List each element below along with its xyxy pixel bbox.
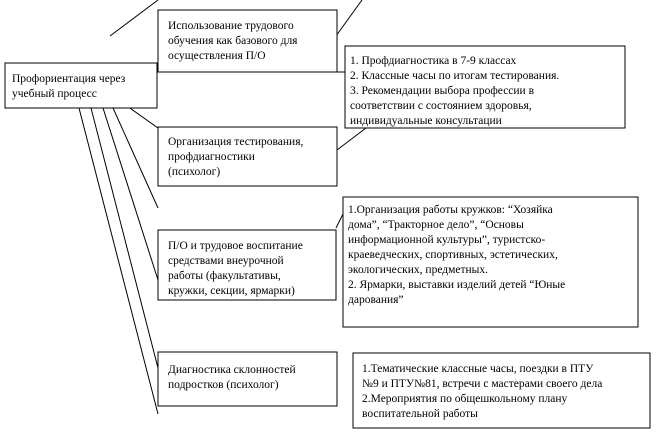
block-text-line: П/О и трудовое воспитание (168, 240, 303, 252)
block-text-line: информационной культуры”, туристско- (348, 234, 546, 246)
connector-top-left-diagonal (110, 0, 158, 36)
block-text-line: подростков (психолог) (168, 379, 279, 391)
block-text-line: 2. Классные часы по итогам тестирования. (350, 70, 560, 82)
block-extracurricular (158, 230, 336, 300)
block-text-line: профдиагностики (168, 151, 255, 163)
block-text-line: 1. Профдиагностика в 7-9 классах (350, 55, 517, 67)
block-text-line: экологических, предметных. (348, 264, 489, 276)
block-text-line: 1.Тематические классные часы, поездки в ПТУ (362, 363, 594, 375)
block-text-line: соответствии с состоянием здоровья, (350, 100, 532, 112)
block-text-line: средствами внеурочной (168, 255, 284, 267)
block-text-line: краеведческих, спортивных, эстетических, (348, 249, 558, 261)
block-text-line: Организация тестирования, (168, 136, 304, 148)
block-diagnostics (158, 352, 337, 406)
block-text-line: обучения как базового для (168, 35, 298, 47)
block-text-line: дома”, “Тракторное дело”, “Основы (348, 219, 524, 231)
connector-testing-to-details (337, 128, 366, 150)
block-text-line: 3. Рекомендации выбора профессии в (350, 85, 535, 97)
block-text-line: Профориентация через (12, 73, 126, 85)
connector-extracurricular-to-details (336, 214, 343, 228)
block-text-line: учебный процесс (12, 88, 97, 100)
block-text-line: кружки, секции, ярмарки) (168, 285, 295, 297)
block-diagnostics-details (353, 353, 650, 428)
block-labor-training (158, 10, 337, 72)
block-text-line: осуществления П/О (168, 50, 266, 62)
block-text-line: 2. Ярмарки, выставки изделий детей “Юные (348, 279, 566, 291)
block-text-line: индивидуальные консультации (350, 115, 502, 127)
block-text-line: (психолог) (168, 166, 221, 178)
block-testing (158, 127, 337, 186)
block-text-line: работы (факультативы, (168, 270, 281, 282)
block-text-line: Диагностика склонностей (168, 364, 296, 376)
block-extracurricular-details-box (343, 197, 638, 327)
block-root-box (5, 63, 157, 108)
block-text-line: 1.Организация работы кружков: “Хозяйка (348, 204, 553, 216)
block-text-line: №9 и ПТУ№81, встречи с мастерами своего дела (362, 378, 603, 390)
block-testing-details (345, 46, 625, 128)
block-extracurricular-details (343, 197, 638, 327)
block-text-line: воспитательной работы (362, 408, 478, 420)
connector-root-to-bottom (79, 108, 158, 414)
block-text-line: Использование трудового (168, 20, 294, 32)
connector-top-right-diagonal (336, 0, 362, 36)
block-root (5, 63, 157, 108)
block-text-line: 2.Мероприятия по общешкольному плану (362, 393, 568, 405)
connector-root-to-diagnostics (91, 108, 158, 368)
block-text-line: дарования” (348, 294, 404, 306)
connector-root-to-extracurricular (103, 108, 158, 280)
